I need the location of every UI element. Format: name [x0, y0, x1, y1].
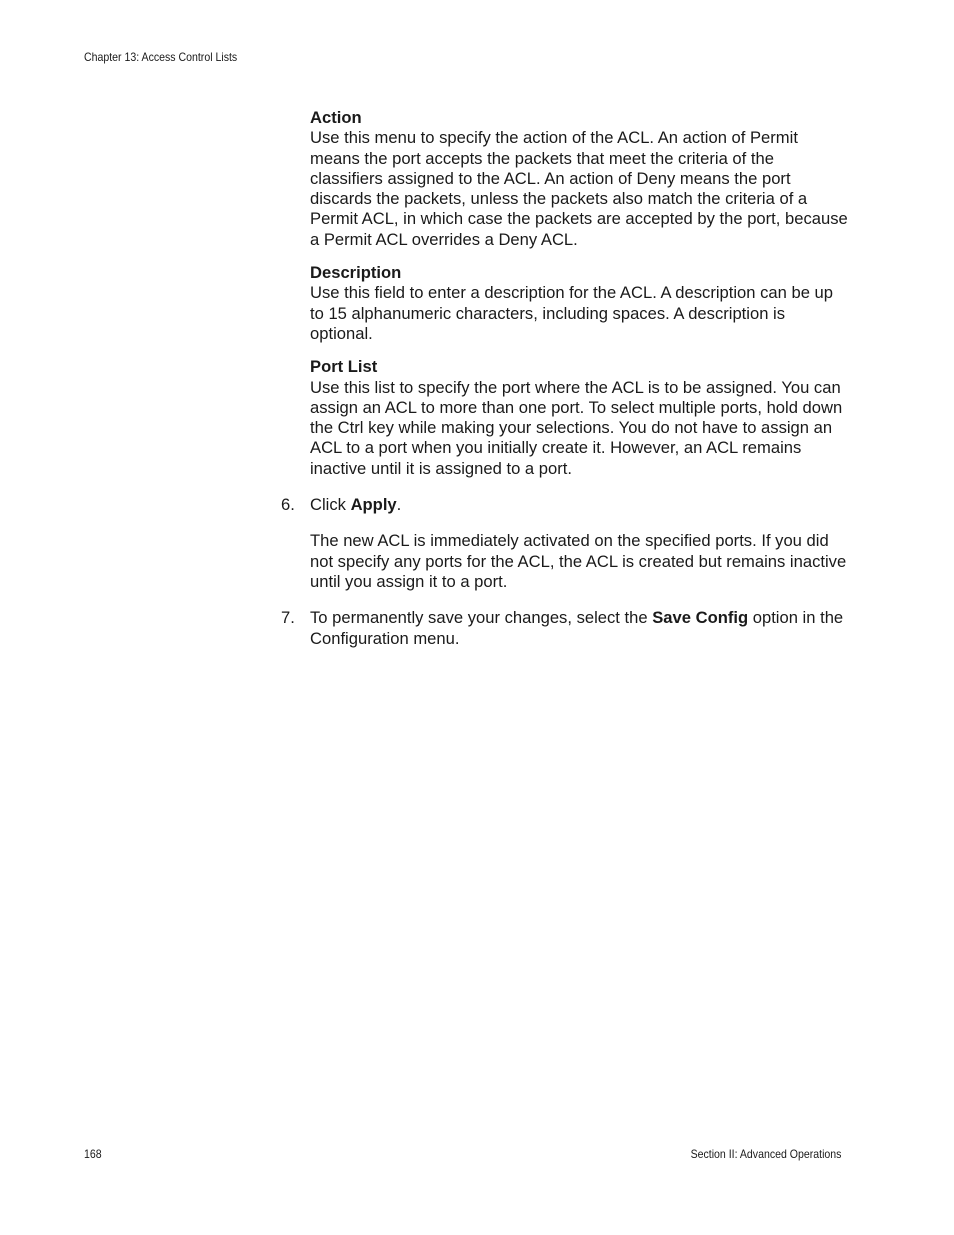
field-title: Port List [310, 357, 378, 377]
step-note: The new ACL is immediately activated on the specified ports. If you did not specify any ports for the ACL, the ACL is created but remains inactive until you assign it to a port. [310, 531, 847, 591]
step-text-bold: Apply [350, 495, 397, 515]
page-number: 168 [84, 1147, 102, 1161]
step-text-pre: To permanently save your changes, select the [310, 608, 653, 628]
field-description-text: Use this list to specify the port where the ACL is to be assigned. You can assign an ACL to more than one port. To select multiple ports, hold down the Ctrl key while making your selections. You do not have to assign an ACL to a port when you initially create it. However, an ACL remains inactive until it is assigned to a port. [310, 377, 843, 478]
step-text-post: . [396, 495, 402, 515]
field-action [310, 108, 850, 250]
field-port-list [310, 357, 850, 479]
section-title: Section II: Advanced Operations [690, 1147, 841, 1161]
field-title: Description [310, 263, 402, 283]
step-6 [281, 495, 850, 592]
step-text-bold: Save Config [652, 608, 749, 628]
step-text-pre: Click [310, 495, 351, 515]
field-description [310, 263, 850, 344]
step-text-post: option in the Configuration menu. [310, 608, 844, 648]
step-instruction [310, 495, 850, 515]
step-7 [281, 608, 850, 649]
step-instruction [310, 608, 850, 649]
step-number: 6. [281, 495, 295, 515]
field-title: Action [310, 108, 362, 127]
running-header: Chapter 13: Access Control Lists [84, 50, 238, 64]
field-description-text: Use this menu to specify the action of the ACL. An action of Permit means the port accepts the packets that meet the criteria of the classifiers assigned to the ACL. An action of Deny means the port discards the packets, unless the packets also match the criteria of a Permit ACL, in which case the packets are accepted by the port, because a Permit ACL overrides a Deny ACL. [310, 128, 848, 249]
field-description-text: Use this field to enter a description for the ACL. A description can be up to 15 alphanumeric characters, including spaces. A description is optional. [310, 283, 834, 343]
main-content [281, 108, 850, 649]
step-number: 7. [281, 608, 295, 628]
